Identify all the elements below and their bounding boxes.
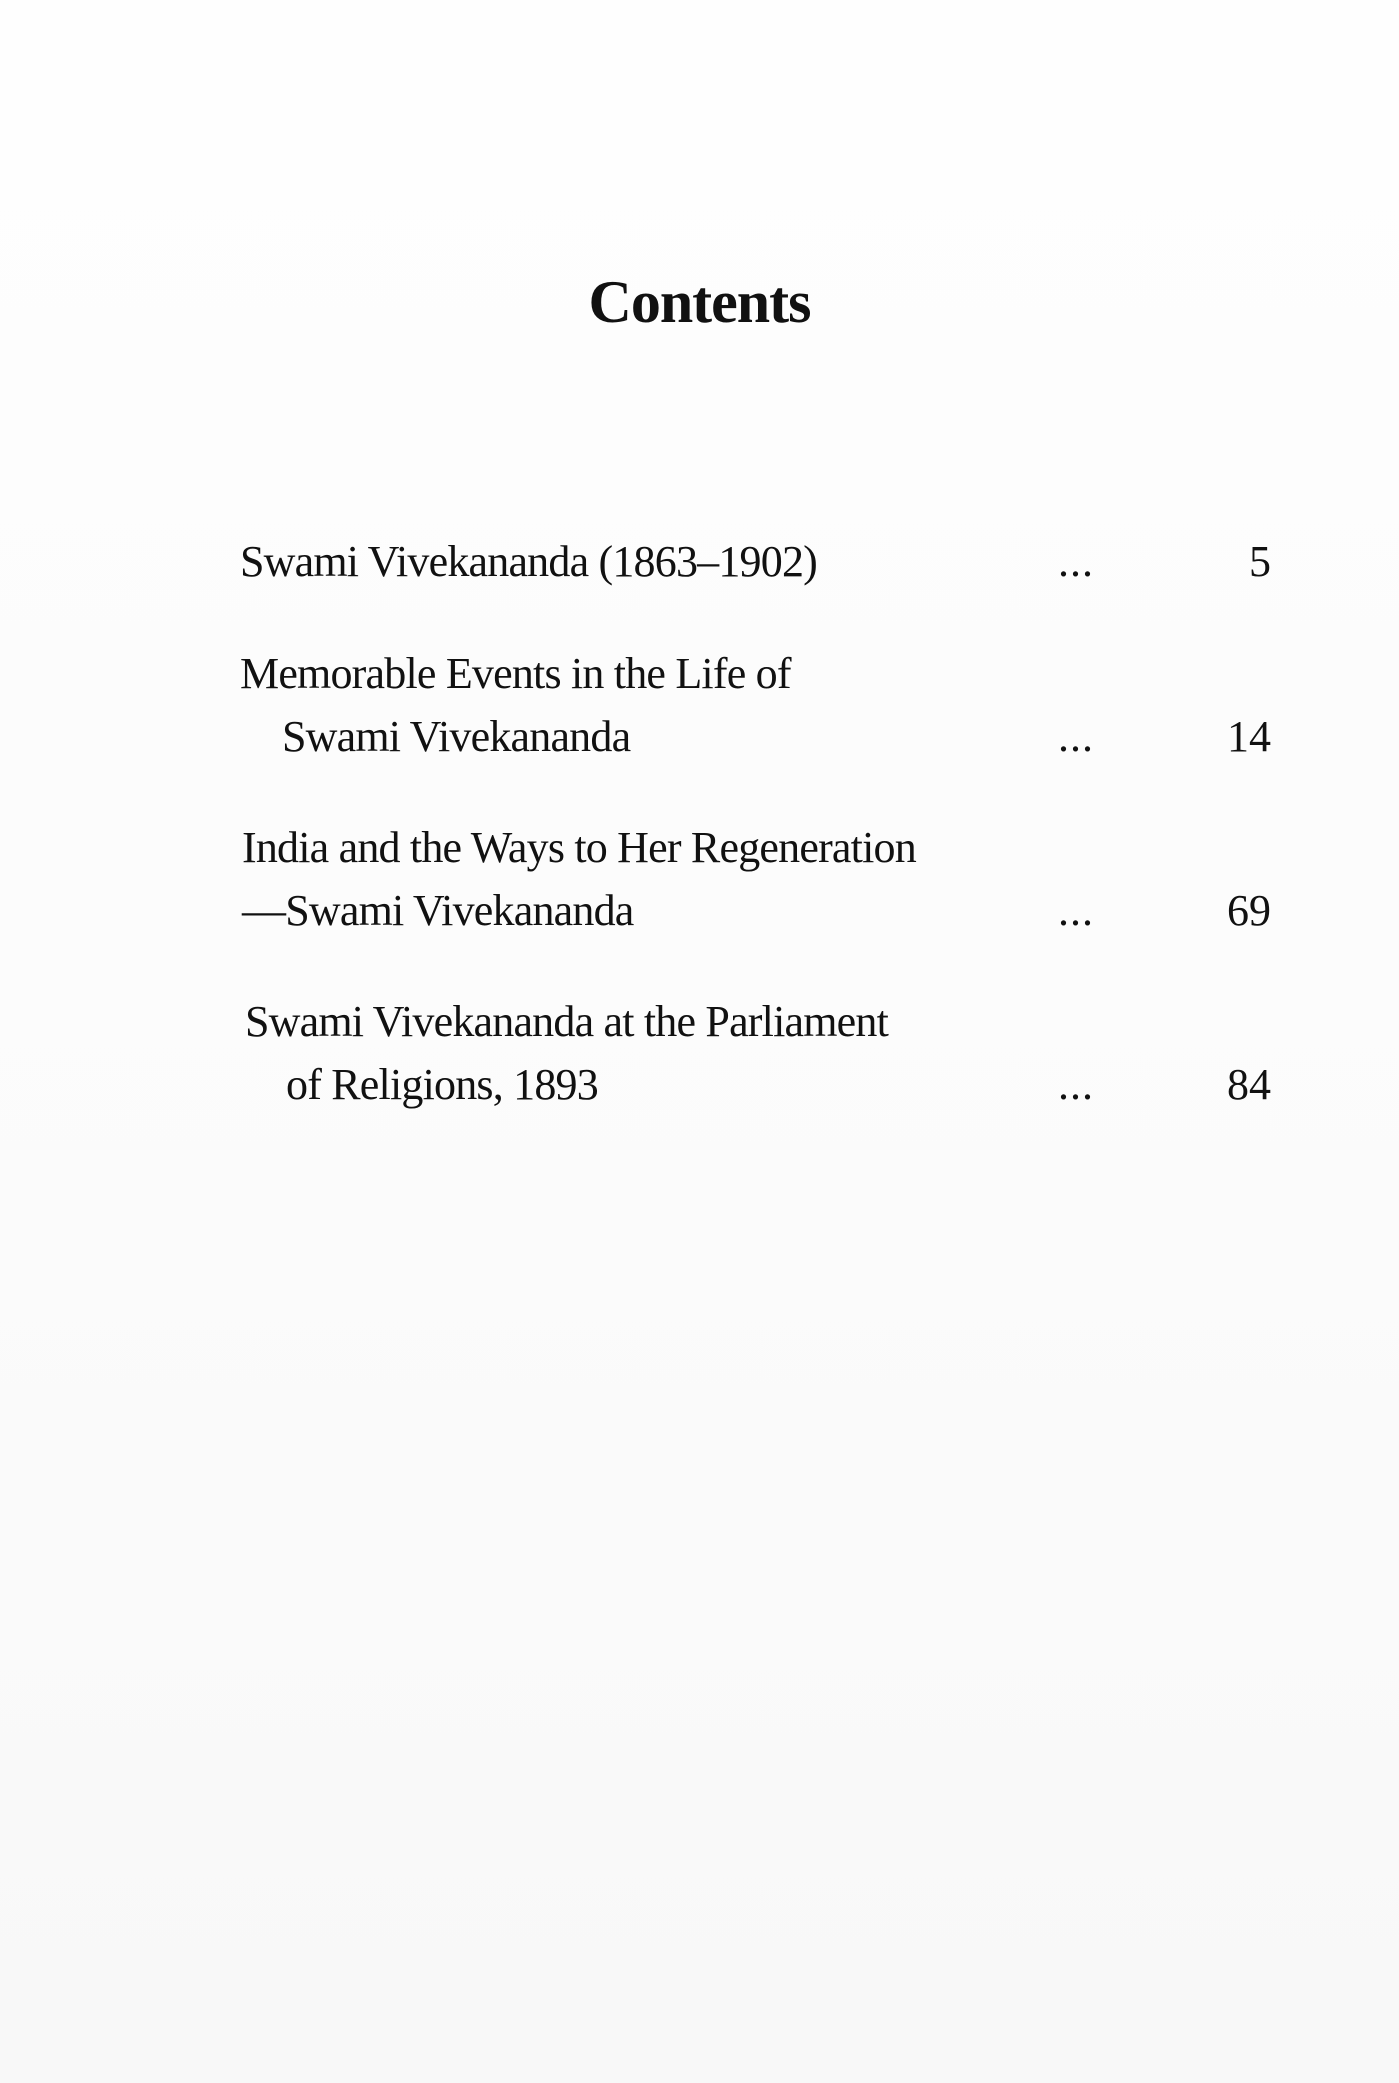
toc-entry-title: Swami Vivekananda (1863–1902) (240, 537, 818, 586)
toc-leader: ... (1058, 537, 1094, 586)
toc-entry-title: Swami Vivekananda at the Parliament (245, 997, 889, 1046)
toc-page-number: 14 (1227, 712, 1271, 761)
toc-leader: ... (1058, 886, 1094, 935)
toc-entry-title-continued: —Swami Vivekananda (242, 886, 634, 935)
toc-entry-title: India and the Ways to Her Regeneration (242, 823, 916, 872)
toc-entry-title: Memorable Events in the Life of (240, 649, 791, 698)
toc-entry[interactable] (0, 537, 1399, 600)
toc-leader: ... (1058, 1060, 1094, 1109)
page-title: Contents (588, 269, 811, 335)
toc-leader: ... (1058, 712, 1094, 761)
toc-page-number: 69 (1227, 886, 1271, 935)
toc-entry-title-continued: of Religions, 1893 (286, 1060, 598, 1109)
toc-entry[interactable] (0, 649, 1399, 772)
toc-entry[interactable] (0, 823, 1399, 946)
toc-entry[interactable] (0, 997, 1399, 1120)
toc-page-number: 84 (1227, 1060, 1271, 1109)
toc-entry-title-continued: Swami Vivekananda (282, 712, 631, 761)
toc-page-number: 5 (1249, 537, 1271, 586)
